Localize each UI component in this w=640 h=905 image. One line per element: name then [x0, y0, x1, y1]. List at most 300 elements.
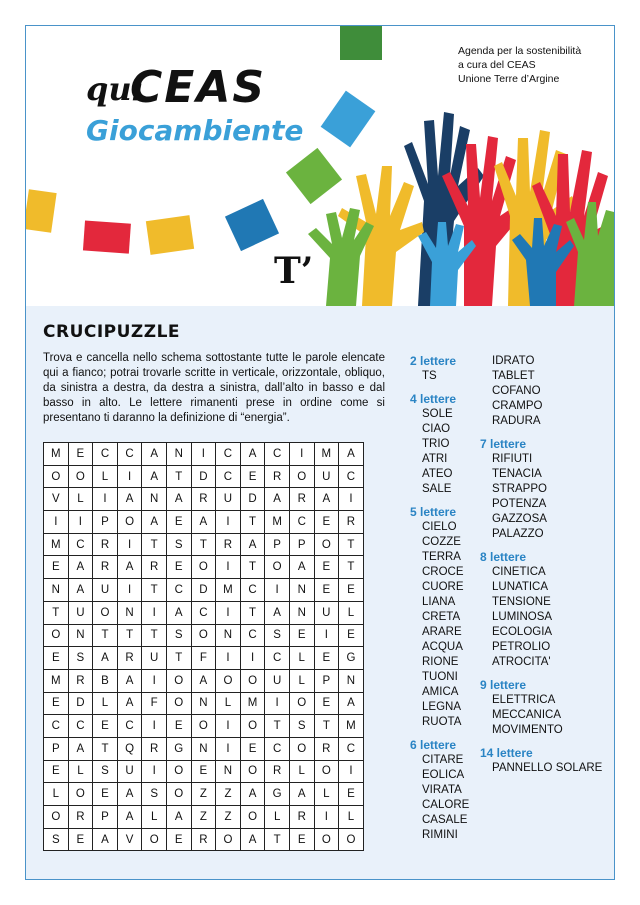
grid-cell[interactable]: O — [240, 715, 265, 738]
grid-cell[interactable]: V — [117, 828, 142, 851]
grid-cell[interactable]: E — [68, 828, 93, 851]
grid-cell[interactable]: L — [44, 783, 69, 806]
word-item: ELETTRICA — [492, 694, 556, 706]
logo-giocambiente: Giocambiente — [86, 114, 304, 147]
grid-cell[interactable]: U — [216, 488, 241, 511]
grid-cell[interactable]: G — [339, 647, 364, 670]
grid-cell[interactable]: A — [191, 511, 216, 534]
grid-cell[interactable]: O — [314, 828, 339, 851]
grid-cell[interactable]: L — [289, 760, 314, 783]
grid-cell[interactable]: R — [191, 488, 216, 511]
grid-cell[interactable]: O — [314, 533, 339, 556]
grid-cell[interactable]: C — [216, 443, 241, 466]
grid-cell[interactable]: Z — [216, 806, 241, 829]
grid-cell[interactable]: I — [142, 601, 167, 624]
grid-cell[interactable]: E — [289, 624, 314, 647]
grid-cell[interactable]: U — [142, 647, 167, 670]
grid-cell[interactable]: C — [44, 715, 69, 738]
grid-cell[interactable]: N — [117, 601, 142, 624]
grid-cell[interactable]: O — [117, 511, 142, 534]
grid-cell[interactable]: S — [68, 647, 93, 670]
grid-cell[interactable]: T — [142, 533, 167, 556]
grid-cell[interactable]: M — [314, 443, 339, 466]
grid-cell[interactable]: M — [44, 443, 69, 466]
grid-cell[interactable]: E — [166, 511, 191, 534]
word-item: TENSIONE — [492, 596, 551, 608]
grid-cell[interactable]: A — [93, 647, 118, 670]
grid-row — [44, 443, 364, 466]
grid-cell[interactable]: A — [240, 783, 265, 806]
grid-cell[interactable]: O — [44, 465, 69, 488]
grid-cell[interactable]: N — [142, 488, 167, 511]
page-frame — [25, 25, 615, 880]
word-item: PANNELLO SOLARE — [492, 762, 603, 774]
grid-cell[interactable]: F — [142, 692, 167, 715]
word-item: CIELO — [422, 521, 457, 533]
grid-cell[interactable]: E — [191, 760, 216, 783]
grid-cell[interactable]: C — [265, 647, 290, 670]
word-item: LIANA — [422, 596, 456, 608]
word-group-heading: 2 lettere — [410, 354, 457, 368]
word-item: TERRA — [422, 551, 461, 563]
word-item: PALAZZO — [492, 528, 544, 540]
grid-cell[interactable]: O — [240, 806, 265, 829]
grid-cell[interactable]: R — [117, 647, 142, 670]
word-item: CINETICA — [492, 566, 546, 578]
grid-cell[interactable]: O — [265, 556, 290, 579]
grid-row — [44, 783, 364, 806]
grid-cell[interactable]: O — [240, 669, 265, 692]
grid-cell[interactable]: O — [68, 465, 93, 488]
grid-cell[interactable]: O — [289, 465, 314, 488]
grid-cell[interactable]: E — [44, 692, 69, 715]
puzzle-section — [26, 306, 614, 879]
grid-cell[interactable]: C — [68, 533, 93, 556]
grid-cell[interactable]: I — [265, 692, 290, 715]
grid-cell[interactable]: T — [314, 715, 339, 738]
grid-cell[interactable]: R — [314, 737, 339, 760]
grid-row — [44, 669, 364, 692]
grid-cell[interactable]: D — [191, 579, 216, 602]
grid-cell[interactable]: T — [142, 624, 167, 647]
grid-cell[interactable]: L — [68, 488, 93, 511]
grid-cell[interactable]: C — [191, 601, 216, 624]
grid-cell[interactable]: I — [339, 488, 364, 511]
grid-cell[interactable]: O — [166, 692, 191, 715]
grid-cell[interactable]: P — [289, 533, 314, 556]
grid-cell[interactable]: R — [289, 806, 314, 829]
word-item: ECOLOGIA — [492, 626, 553, 638]
grid-cell[interactable]: M — [339, 715, 364, 738]
grid-cell[interactable]: L — [93, 692, 118, 715]
grid-cell[interactable]: I — [240, 647, 265, 670]
word-item: CRETA — [422, 611, 461, 623]
grid-row — [44, 647, 364, 670]
grid-cell[interactable]: I — [68, 511, 93, 534]
grid-cell[interactable]: A — [142, 511, 167, 534]
grid-cell[interactable]: I — [314, 624, 339, 647]
word-group-heading: 8 lettere — [480, 550, 527, 564]
grid-cell[interactable]: C — [265, 737, 290, 760]
grid-cell[interactable]: P — [93, 806, 118, 829]
word-item: CRAMPO — [492, 400, 543, 412]
grid-cell[interactable]: I — [216, 737, 241, 760]
grid-cell[interactable]: O — [216, 669, 241, 692]
grid-row — [44, 828, 364, 851]
grid-cell[interactable]: P — [314, 669, 339, 692]
grid-cell[interactable]: E — [68, 443, 93, 466]
word-group-heading: 6 lettere — [410, 738, 457, 752]
grid-cell[interactable]: O — [166, 669, 191, 692]
word-group — [480, 354, 602, 429]
grid-cell[interactable]: L — [289, 669, 314, 692]
grid-cell[interactable]: S — [265, 624, 290, 647]
grid-cell[interactable]: E — [314, 556, 339, 579]
grid-cell[interactable]: R — [142, 737, 167, 760]
word-list-left — [410, 354, 469, 851]
grid-cell[interactable]: A — [166, 601, 191, 624]
word-list-right — [480, 354, 602, 784]
grid-cell[interactable]: S — [166, 533, 191, 556]
word-item: IDRATO — [492, 355, 535, 367]
word-item: CITARE — [422, 754, 464, 766]
grid-cell[interactable]: A — [117, 556, 142, 579]
grid-cell[interactable]: E — [339, 783, 364, 806]
grid-cell[interactable]: I — [314, 806, 339, 829]
puzzle-title: CRUCIPUZZLE — [43, 322, 181, 342]
grid-cell[interactable]: E — [339, 579, 364, 602]
grid-cell[interactable]: A — [191, 669, 216, 692]
word-item: RADURA — [492, 415, 541, 427]
grid-cell[interactable]: M — [265, 511, 290, 534]
word-item: RIFIUTI — [492, 453, 533, 465]
grid-cell[interactable]: O — [240, 760, 265, 783]
grid-cell[interactable]: A — [142, 443, 167, 466]
word-item: POTENZA — [492, 498, 547, 510]
grid-cell[interactable]: I — [142, 760, 167, 783]
grid-cell[interactable]: E — [44, 556, 69, 579]
grid-row — [44, 624, 364, 647]
arc-segment-lightgreen — [286, 148, 342, 204]
word-item: COFANO — [492, 385, 541, 397]
word-item: ATRI — [422, 453, 448, 465]
word-item: CROCE — [422, 566, 464, 578]
grid-cell[interactable]: M — [216, 579, 241, 602]
grid-cell[interactable]: R — [265, 465, 290, 488]
word-item: RIMINI — [422, 829, 458, 841]
grid-cell[interactable]: O — [166, 760, 191, 783]
grid-cell[interactable]: T — [240, 601, 265, 624]
grid-cell[interactable]: A — [265, 488, 290, 511]
grid-cell[interactable]: E — [314, 511, 339, 534]
grid-cell[interactable]: I — [289, 443, 314, 466]
arc-segment-blue — [225, 199, 279, 251]
grid-cell[interactable]: I — [216, 556, 241, 579]
grid-cell[interactable]: T — [93, 624, 118, 647]
grid-cell[interactable]: C — [240, 624, 265, 647]
word-item: TS — [422, 370, 437, 382]
grid-cell[interactable]: I — [339, 760, 364, 783]
grid-cell[interactable]: L — [265, 806, 290, 829]
grid-cell[interactable]: O — [216, 828, 241, 851]
grid-cell[interactable]: R — [68, 806, 93, 829]
grid-cell[interactable]: E — [166, 556, 191, 579]
grid-cell[interactable]: L — [289, 647, 314, 670]
grid-cell[interactable]: E — [44, 760, 69, 783]
grid-cell[interactable]: O — [191, 556, 216, 579]
grid-cell[interactable]: O — [44, 624, 69, 647]
grid-cell[interactable]: R — [289, 488, 314, 511]
grid-cell[interactable]: Z — [191, 806, 216, 829]
grid-cell[interactable]: C — [339, 737, 364, 760]
grid-cell[interactable]: O — [339, 828, 364, 851]
grid-cell[interactable]: A — [289, 556, 314, 579]
grid-cell[interactable]: T — [265, 715, 290, 738]
grid-cell[interactable]: T — [339, 533, 364, 556]
word-item: RUOTA — [422, 716, 462, 728]
grid-cell[interactable]: I — [216, 601, 241, 624]
arc-segment-green — [340, 26, 382, 60]
grid-cell[interactable]: T — [240, 511, 265, 534]
grid-cell[interactable]: E — [314, 647, 339, 670]
grid-cell[interactable]: E — [240, 737, 265, 760]
grid-cell[interactable]: A — [166, 806, 191, 829]
grid-cell[interactable]: O — [289, 692, 314, 715]
grid-cell[interactable]: O — [314, 760, 339, 783]
grid-cell[interactable]: N — [339, 669, 364, 692]
word-group-heading: 4 lettere — [410, 392, 457, 406]
grid-cell[interactable]: O — [142, 828, 167, 851]
grid-cell[interactable]: R — [216, 533, 241, 556]
grid-cell[interactable]: I — [216, 715, 241, 738]
grid-cell[interactable]: C — [339, 465, 364, 488]
grid-cell[interactable]: F — [191, 647, 216, 670]
word-group — [480, 550, 602, 670]
grid-cell[interactable]: T — [44, 601, 69, 624]
grid-cell[interactable]: L — [314, 783, 339, 806]
grid-cell[interactable]: E — [314, 692, 339, 715]
grid-cell[interactable]: N — [68, 624, 93, 647]
grid-cell[interactable]: L — [93, 465, 118, 488]
word-item: COZZE — [422, 536, 461, 548]
grid-cell[interactable]: D — [68, 692, 93, 715]
grid-cell[interactable]: M — [240, 692, 265, 715]
grid-cell[interactable]: O — [191, 715, 216, 738]
grid-cell[interactable]: T — [166, 465, 191, 488]
grid-cell[interactable]: P — [265, 533, 290, 556]
grid-cell[interactable]: G — [166, 737, 191, 760]
grid-cell[interactable]: R — [265, 760, 290, 783]
grid-cell[interactable]: N — [216, 760, 241, 783]
grid-cell[interactable]: U — [314, 601, 339, 624]
grid-cell[interactable]: E — [339, 624, 364, 647]
grid-cell[interactable]: A — [166, 488, 191, 511]
grid-cell[interactable]: I — [142, 669, 167, 692]
word-item: VIRATA — [422, 784, 462, 796]
grid-cell[interactable]: A — [339, 443, 364, 466]
grid-cell[interactable]: Z — [216, 783, 241, 806]
grid-cell[interactable]: T — [339, 556, 364, 579]
grid-cell[interactable]: L — [68, 760, 93, 783]
grid-cell[interactable]: O — [289, 737, 314, 760]
grid-cell[interactable]: O — [93, 601, 118, 624]
grid-cell[interactable]: Z — [191, 783, 216, 806]
puzzle-instructions: Trova e cancella nello schema sottostante tutte le parole elencate qui a fianco; potrai trovarle scritte in verticale, orizzontale, obliquo, da sinistra a destra, da destra a sinistra, dall’alto in basso e dal basso in alto. Le lettere rimanenti prese in ordine come si presentano ti daranno la definizione di “energia”. — [43, 352, 385, 424]
grid-cell[interactable]: A — [289, 783, 314, 806]
grid-cell[interactable]: C — [117, 443, 142, 466]
grid-cell[interactable]: T — [166, 647, 191, 670]
grid-cell[interactable]: V — [44, 488, 69, 511]
grid-cell[interactable]: G — [265, 783, 290, 806]
grid-cell[interactable]: A — [117, 669, 142, 692]
grid-cell[interactable]: A — [240, 443, 265, 466]
grid-cell[interactable]: A — [117, 488, 142, 511]
grid-cell[interactable]: C — [117, 715, 142, 738]
grid-cell[interactable]: A — [240, 533, 265, 556]
grid-cell[interactable]: N — [191, 692, 216, 715]
grid-cell[interactable]: I — [216, 647, 241, 670]
grid-cell[interactable]: S — [166, 624, 191, 647]
grid-cell[interactable]: R — [142, 556, 167, 579]
word-item: LUMINOSA — [492, 611, 553, 623]
grid-cell[interactable]: S — [142, 783, 167, 806]
grid-cell[interactable]: U — [117, 760, 142, 783]
grid-cell[interactable]: N — [44, 579, 69, 602]
grid-cell[interactable]: P — [44, 737, 69, 760]
grid-cell[interactable]: S — [289, 715, 314, 738]
grid-cell[interactable]: U — [314, 465, 339, 488]
grid-cell[interactable]: A — [265, 601, 290, 624]
grid-cell[interactable]: R — [339, 511, 364, 534]
grid-cell[interactable]: O — [68, 783, 93, 806]
grid-cell[interactable]: I — [216, 511, 241, 534]
grid-cell[interactable]: E — [93, 783, 118, 806]
logo-qui: qui — [86, 70, 144, 108]
grid-cell[interactable]: I — [44, 511, 69, 534]
word-item: CALORE — [422, 799, 470, 811]
grid-cell[interactable]: A — [240, 828, 265, 851]
grid-cell[interactable]: I — [93, 488, 118, 511]
grid-cell[interactable]: A — [68, 737, 93, 760]
grid-cell[interactable]: N — [191, 737, 216, 760]
grid-cell[interactable]: I — [191, 443, 216, 466]
word-item: ARARE — [422, 626, 462, 638]
grid-cell[interactable]: D — [191, 465, 216, 488]
grid-cell[interactable]: T — [191, 533, 216, 556]
grid-cell[interactable]: P — [93, 511, 118, 534]
grid-cell[interactable]: E — [44, 647, 69, 670]
grid-row — [44, 579, 364, 602]
grid-cell[interactable]: C — [93, 443, 118, 466]
grid-cell[interactable]: I — [117, 465, 142, 488]
grid-cell[interactable]: E — [166, 715, 191, 738]
grid-cell[interactable]: N — [289, 579, 314, 602]
header-banner — [26, 26, 614, 306]
grid-cell[interactable]: E — [93, 715, 118, 738]
grid-cell[interactable]: A — [93, 828, 118, 851]
grid-cell[interactable]: C — [68, 715, 93, 738]
grid-cell[interactable]: I — [142, 715, 167, 738]
grid-cell[interactable]: L — [142, 806, 167, 829]
grid-cell[interactable]: L — [339, 806, 364, 829]
grid-cell[interactable]: A — [117, 783, 142, 806]
grid-cell[interactable]: C — [265, 443, 290, 466]
grid-cell[interactable]: A — [142, 465, 167, 488]
grid-cell[interactable]: T — [240, 556, 265, 579]
grid-cell[interactable]: N — [289, 601, 314, 624]
grid-row — [44, 488, 364, 511]
grid-cell[interactable]: I — [117, 533, 142, 556]
grid-cell[interactable]: B — [93, 669, 118, 692]
word-group — [480, 437, 602, 542]
grid-cell[interactable]: U — [93, 579, 118, 602]
grid-cell[interactable]: R — [93, 533, 118, 556]
grid-cell[interactable]: O — [44, 806, 69, 829]
word-search-grid — [43, 442, 364, 851]
grid-cell[interactable]: O — [166, 783, 191, 806]
grid-cell[interactable]: M — [44, 533, 69, 556]
grid-cell[interactable]: A — [117, 692, 142, 715]
grid-cell[interactable]: A — [339, 692, 364, 715]
grid-cell[interactable]: T — [93, 737, 118, 760]
grid-cell[interactable]: U — [265, 669, 290, 692]
grid-cell[interactable]: A — [314, 488, 339, 511]
grid-cell[interactable]: L — [339, 601, 364, 624]
word-item: MOVIMENTO — [492, 724, 563, 736]
grid-cell[interactable]: I — [117, 579, 142, 602]
grid-cell[interactable]: C — [216, 465, 241, 488]
word-item: TUONI — [422, 671, 458, 683]
grid-cell[interactable]: N — [216, 624, 241, 647]
grid-cell[interactable]: T — [265, 828, 290, 851]
grid-cell[interactable]: C — [289, 511, 314, 534]
agenda-text — [458, 44, 581, 86]
word-item: MECCANICA — [492, 709, 562, 721]
grid-cell[interactable]: E — [314, 579, 339, 602]
grid-cell[interactable]: R — [68, 669, 93, 692]
grid-cell[interactable]: C — [166, 579, 191, 602]
grid-cell[interactable]: S — [93, 760, 118, 783]
grid-cell[interactable]: C — [240, 579, 265, 602]
grid-cell[interactable]: U — [68, 601, 93, 624]
grid-cell[interactable]: D — [240, 488, 265, 511]
grid-cell[interactable]: A — [68, 556, 93, 579]
grid-cell[interactable]: N — [166, 443, 191, 466]
grid-cell[interactable]: E — [166, 828, 191, 851]
grid-cell[interactable]: A — [68, 579, 93, 602]
grid-cell[interactable]: M — [44, 669, 69, 692]
grid-row — [44, 692, 364, 715]
grid-cell[interactable]: T — [117, 624, 142, 647]
grid-cell[interactable]: O — [191, 624, 216, 647]
grid-cell[interactable]: R — [93, 556, 118, 579]
arc-segment-yellow — [26, 189, 57, 233]
word-group — [480, 678, 602, 738]
grid-cell[interactable]: T — [142, 579, 167, 602]
grid-cell[interactable]: E — [289, 828, 314, 851]
word-group — [410, 354, 469, 384]
grid-cell[interactable]: I — [265, 579, 290, 602]
word-item: LUNATICA — [492, 581, 549, 593]
grid-cell[interactable]: E — [240, 465, 265, 488]
grid-row — [44, 556, 364, 579]
arc-segment-red — [83, 220, 131, 253]
grid-cell[interactable]: S — [44, 828, 69, 851]
grid-cell[interactable]: Q — [117, 737, 142, 760]
grid-cell[interactable]: R — [191, 828, 216, 851]
grid-cell[interactable]: L — [216, 692, 241, 715]
grid-cell[interactable]: A — [117, 806, 142, 829]
